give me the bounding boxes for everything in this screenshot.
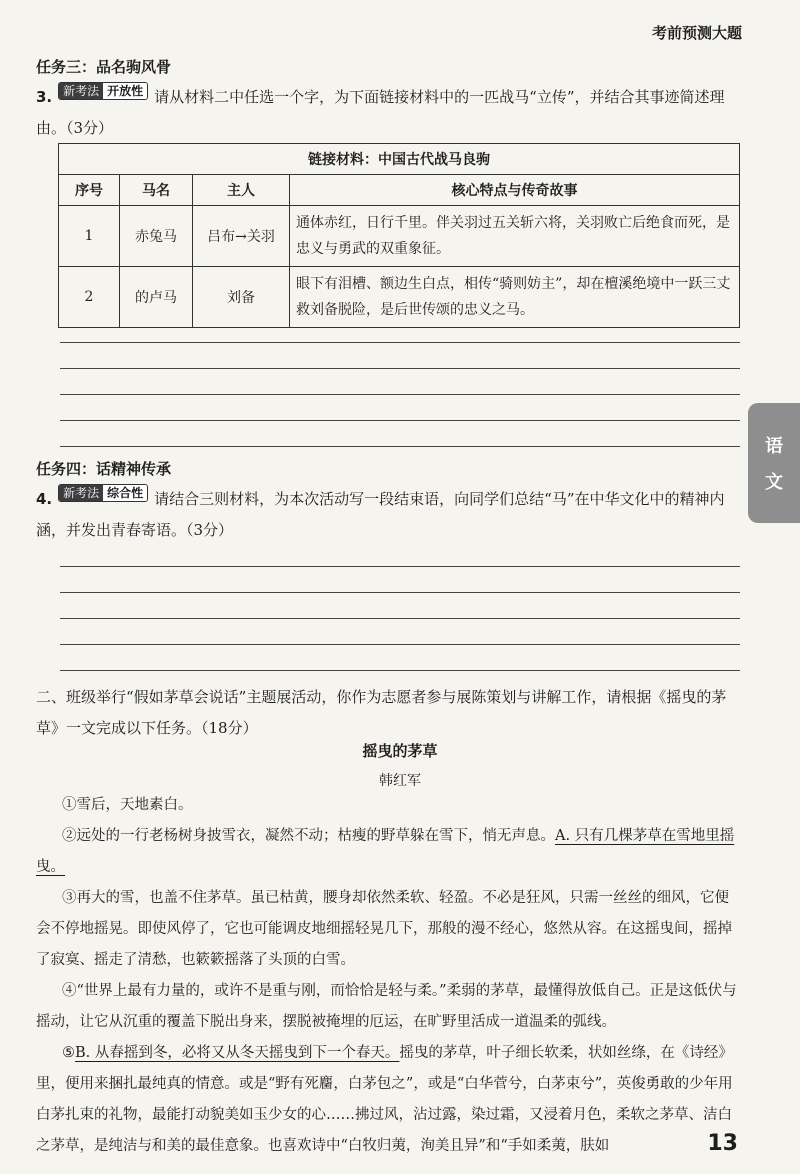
- question-number: 4.: [36, 490, 53, 508]
- table-row: [59, 206, 740, 267]
- underlined-sentence-a: A. 只有几棵茅草在雪地里摇曳。: [36, 828, 735, 875]
- material-table: [58, 143, 740, 328]
- task4-title: 任务四：话精神传承: [36, 460, 172, 478]
- table-cell: 吕布→关羽: [193, 206, 290, 267]
- underlined-sentence-b: B. 从春摇到冬，必将又从冬天摇曳到下一个春天。: [75, 1045, 400, 1061]
- subject-side-tab: [748, 403, 800, 523]
- paragraph-number: ⑤: [62, 1045, 75, 1061]
- badge-type: 开放性: [103, 83, 147, 99]
- task3-title: 任务三：品名驹风骨: [36, 58, 172, 76]
- article-title: 摇曳的茅草: [362, 742, 438, 760]
- answer-line[interactable]: [60, 369, 740, 395]
- paragraph-4: ④“世界上最有力量的，或许不是重与刚，而恰恰是轻与柔。”柔弱的茅草，最懂得放低自己。正是这低伏与摇动，让它从沉重的覆盖下脱出身来，摆脱被掩埋的厄运，在旷野里活成一道温柔的弧线。: [36, 983, 737, 1030]
- table-cell: 刘备: [193, 267, 290, 328]
- table-caption: 链接材料：中国古代战马良驹: [59, 144, 740, 175]
- running-header: 考前预测大题: [651, 24, 742, 42]
- paragraph-2: [36, 821, 740, 883]
- table-cell: 通体赤红，日行千里。伴关羽过五关斩六将，关羽败亡后绝食而死，是忠义与勇武的双重象征。: [290, 206, 740, 267]
- question-text: 请从材料二中任选一个字，为下面链接材料中的一匹战马“立传”，并结合其事迹简述理由。（3分）: [36, 88, 725, 137]
- table-cell: 的卢马: [120, 267, 193, 328]
- paragraph-1: ①雪后，天地素白。: [62, 797, 193, 813]
- table-cell: 1: [59, 206, 120, 267]
- section2-intro: 二、班级举行“假如茅草会说话”主题展活动，你作为志愿者参与展陈策划与讲解工作，请根据《摇曳的茅草》一文完成以下任务。（18分）: [36, 688, 727, 737]
- page-number: 13: [707, 1131, 738, 1156]
- side-tab-char: 文: [765, 472, 783, 493]
- paragraph-text: 摇曳的茅草，叶子细长软柔，状如丝绦，在《诗经》里，便用来捆扎最纯真的情意。或是“野有死麕，白茅包之”，或是“白华菅兮，白茅束兮”，英俊勇敢的少年用白茅扎束的礼物，最能打动貌美如玉少女的心……拂过风，沾过露，染过霜，又浸着月色，柔软之茅草、洁白之茅草，是纯洁与和美的最佳意象。也喜欢诗中“白牧归荑，洵美且异”和“手如柔荑，肤如: [36, 1045, 733, 1154]
- paragraph-text: ②远处的一行老杨树身披雪衣，凝然不动；枯瘦的野草躲在雪下，悄无声息。: [62, 828, 555, 844]
- table-cell: 眼下有泪槽、额边生白点，相传“骑则妨主”，却在檀溪绝境中一跃三丈救刘备脱险，是后世传颂的忠义之马。: [290, 267, 740, 328]
- answer-line[interactable]: [60, 645, 740, 671]
- answer-lines-task4[interactable]: [60, 541, 740, 671]
- question-text: 请结合三则材料，为本次活动写一段结束语，向同学们总结“马”在中华文化中的精神内涵，并发出青春寄语。（3分）: [36, 490, 725, 539]
- question-3: [36, 82, 740, 144]
- answer-line[interactable]: [60, 593, 740, 619]
- table-header: 核心特点与传奇故事: [290, 175, 740, 206]
- answer-line[interactable]: [60, 421, 740, 447]
- article-author: 韩红军: [379, 773, 421, 789]
- table-cell: 2: [59, 267, 120, 328]
- answer-line[interactable]: [60, 619, 740, 645]
- question-4: [36, 484, 740, 546]
- badge-type: 综合性: [103, 485, 147, 501]
- side-tab-char: 语: [765, 436, 783, 457]
- table-header: 主人: [193, 175, 290, 206]
- badge-new-method: 新考法: [59, 485, 103, 501]
- answer-line[interactable]: [60, 317, 740, 343]
- answer-line[interactable]: [60, 343, 740, 369]
- paragraph-5: [36, 1038, 740, 1162]
- paragraph-3: ③再大的雪，也盖不住茅草。虽已枯黄，腰身却依然柔软、轻盈。不必是狂风，只需一丝丝的细风，它便会不停地摇晃。即使风停了，它也可能调皮地细摇轻晃几下，那般的漫不经心，悠然从容。在这摇曳间，摇掉了寂寞、摇走了清愁，也簌簌摇落了头顶的白雪。: [36, 890, 732, 968]
- answer-line[interactable]: [60, 567, 740, 593]
- table-header: 马名: [120, 175, 193, 206]
- badge-new-method: 新考法: [59, 83, 103, 99]
- answer-line[interactable]: [60, 395, 740, 421]
- answer-line[interactable]: [60, 541, 740, 567]
- question-number: 3.: [36, 88, 53, 106]
- question-badge: [58, 82, 148, 100]
- table-cell: 赤兔马: [120, 206, 193, 267]
- answer-lines-task3[interactable]: [60, 317, 740, 447]
- table-header: 序号: [59, 175, 120, 206]
- question-badge: [58, 484, 148, 502]
